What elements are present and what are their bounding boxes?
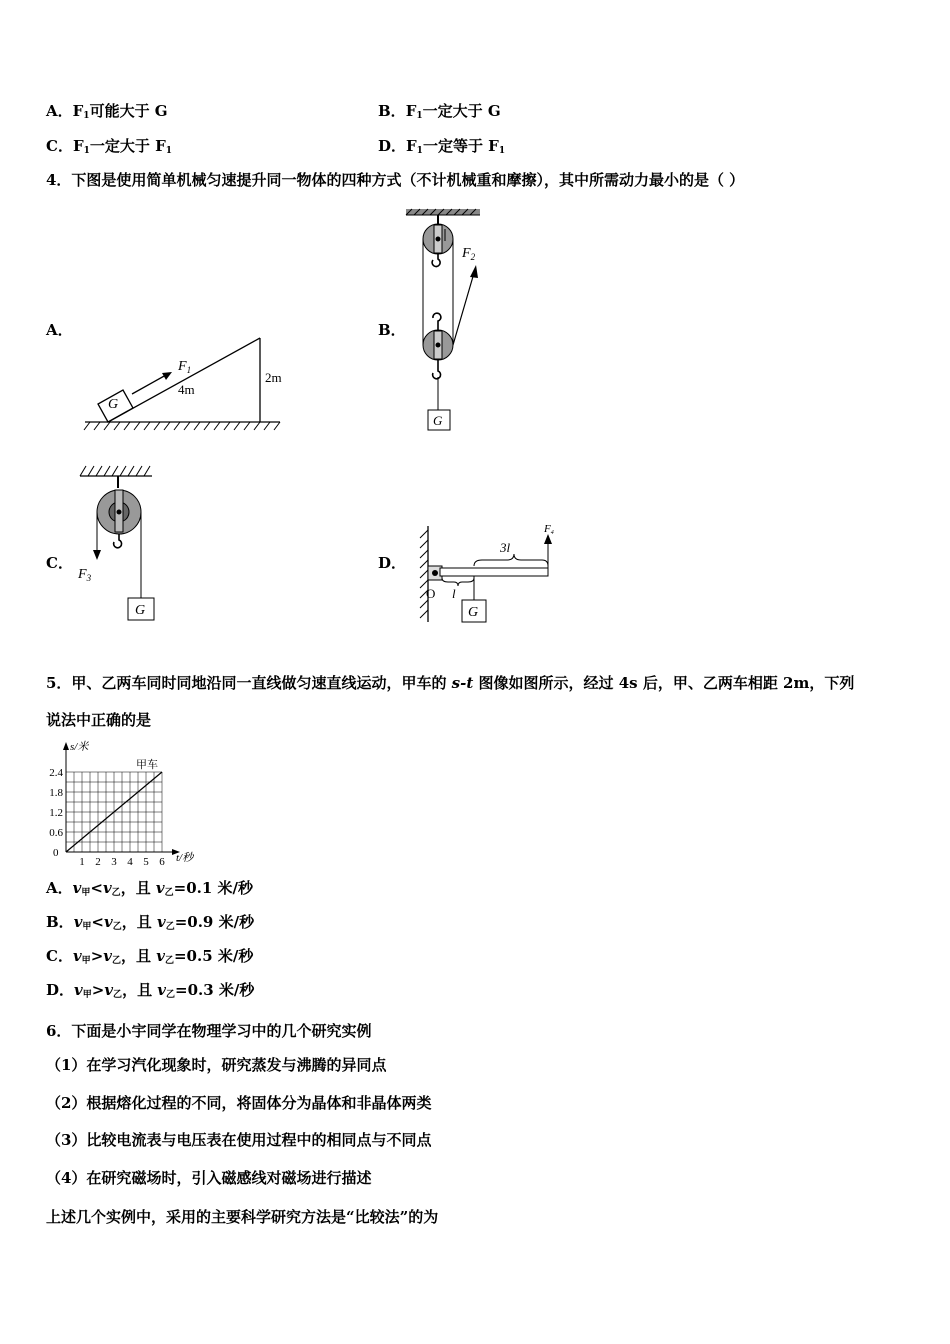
lever-long-arm-label: 3l	[500, 540, 511, 555]
q5-option-a: A．$v_甲<v_乙$，且 $v_乙=0.1$ 米/秒	[46, 879, 254, 898]
q4-label-b: B．	[378, 321, 406, 339]
q6-item-1: （1）在学习汽化现象时，研究蒸发与沸腾的异同点	[46, 1056, 387, 1074]
chart-x-tick-label: 6	[159, 856, 165, 868]
q5-stem-line2: 说法中正确的是	[46, 711, 152, 729]
q3-option-a: A．$F_1$可能大于 G	[46, 102, 168, 121]
chart-axes	[63, 742, 180, 855]
fixed-pulley-figure	[70, 462, 180, 632]
pulley-block-figure	[400, 205, 500, 435]
q4-label-c: C．	[46, 554, 73, 572]
incline-weight: G	[108, 397, 119, 412]
chart-y-axis-label: s/米	[70, 741, 89, 753]
incline-force-label: $F_1$	[178, 359, 192, 375]
q6-item-2: （2）根据熔化过程的不同，将固体分为晶体和非晶体两类	[46, 1094, 432, 1112]
chart-y-tick-label: 1.2	[49, 807, 63, 819]
q3-option-d: D．$F_1$一定等于 $F_1$	[378, 137, 506, 156]
q5-option-b: B．$v_甲<v_乙$，且 $v_乙=0.9$ 米/秒	[46, 913, 255, 932]
lever-force-label: F4	[544, 523, 554, 536]
pulley-block-force-label: $F_2$	[462, 246, 476, 262]
chart-series-label: 甲车	[136, 759, 158, 771]
q5-stem: 5．甲、乙两车同时同地沿同一直线做匀速直线运动，甲车的 s-t 图像如图所示，经过 4s 后，甲、乙两车相距 2m，下列	[46, 674, 855, 692]
q5-option-c: C．$v_甲>v_乙$，且 $v_乙=0.5$ 米/秒	[46, 947, 254, 966]
st-chart	[40, 740, 210, 868]
q6-conclusion: 上述几个实例中，采用的主要科学研究方法是“比较法”的为	[46, 1208, 439, 1226]
q4-label-d: D．	[378, 554, 407, 572]
q6-item-4: （4）在研究磁场时，引入磁感线对磁场进行描述	[46, 1169, 372, 1187]
q3-option-c: C．$F_1$一定大于 $F_1$	[46, 137, 173, 156]
chart-origin-label: 0	[53, 847, 59, 859]
chart-y-tick-label: 1.8	[49, 787, 63, 799]
q3-option-b: B．$F_1$一定大于 G	[378, 102, 501, 121]
chart-y-arrow	[63, 742, 69, 750]
chart-y-tick-label: 2.4	[49, 767, 63, 779]
pulley-block-weight: G	[433, 413, 443, 428]
chart-x-tick-label: 4	[127, 856, 133, 868]
q4-label-a: A．	[46, 321, 73, 339]
q6-stem: 6．下面是小宇同学在物理学习中的几个研究实例	[46, 1022, 372, 1040]
lever-pivot-label: O	[426, 586, 436, 601]
fixed-pulley-force-label: $F_3$	[78, 567, 92, 583]
incline-height-label: 2m	[265, 370, 282, 385]
chart-x-tick-label: 1	[79, 856, 85, 868]
chart-x-tick-label: 2	[95, 856, 101, 868]
q6-item-3: （3）比较电流表与电压表在使用过程中的相同点与不同点	[46, 1131, 432, 1149]
chart-x-tick-label: 3	[111, 856, 117, 868]
lever-weight: G	[468, 605, 479, 620]
fixed-pulley-weight: G	[135, 603, 146, 618]
chart-x-axis-label: t/秒	[176, 852, 194, 864]
chart-x-tick-label: 5	[143, 856, 149, 868]
incline-length-label: 4m	[178, 382, 195, 397]
incline-figure	[80, 330, 300, 440]
q5-option-d: D．$v_甲>v_乙$，且 $v_乙=0.3$ 米/秒	[46, 981, 255, 1000]
lever-figure	[402, 518, 562, 628]
chart-y-tick-label: 0.6	[49, 827, 63, 839]
lever-short-arm-label: l	[452, 586, 456, 601]
q4-stem: 4．下图是使用简单机械匀速提升同一物体的四种方式（不计机械重和摩擦），其中所需动力最小的是（ ）	[46, 171, 745, 189]
